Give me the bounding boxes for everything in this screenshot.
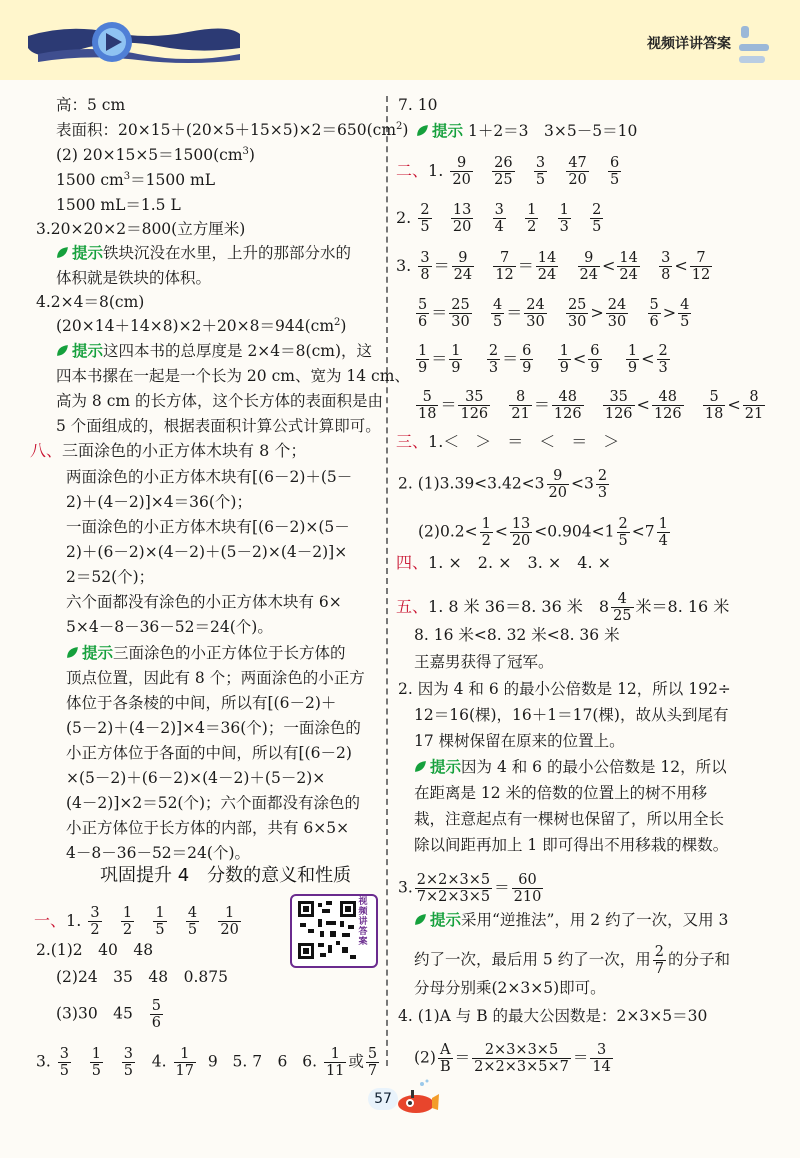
fraction: $\frac{6}{9}$ [522, 343, 532, 376]
fraction: $\frac{1}{9}$ [418, 343, 428, 376]
fraction: $\frac{13}{20}$ [511, 516, 531, 549]
right-fraction-row: 2. $\frac{2}{5}$ $\frac{13}{20}$ $\frac{3}{4}$ $\frac{1}{2}$ $\frac{1}{3}$ $\frac{2}{5}$ [396, 202, 602, 235]
right-fraction-row: $\frac{5}{6}$ ＝ $\frac{25}{30}$ $\frac{4}{5}$ ＝ $\frac{24}{30}$ $\frac{25}{30}$ > $\frac{24}{30}$ $\frac{5}{6}$ > $\frac{4}{5}$ [418, 297, 690, 330]
fraction: $\frac{6}{9}$ [590, 343, 600, 376]
fraction: $\frac{1}{5}$ [91, 1046, 101, 1079]
tip-line: 提示三面涂色的小正方体位于长方体的 [66, 643, 346, 663]
right-line: 三、1.＜ ＞ ＝ ＜ ＝ ＞ [396, 432, 620, 451]
left-fraction-row: (3)30 45 $\frac{5}{6}$ [56, 998, 161, 1031]
left-line: (2) $20\times 15\times 5=1500(cm^3)$ [56, 145, 255, 164]
fraction: $\frac{9}{24}$ [579, 250, 598, 283]
left-line: 2)＋(4－2)]×4＝36(个)； [66, 493, 252, 511]
corner-decoration-icon [735, 22, 775, 72]
fraction: $\frac{1}{2}$ [527, 202, 537, 235]
right-line: 8. 16 米<8. 32 米<8. 36 米 [414, 626, 620, 644]
left-line: 体积就是铁块的体积。 [56, 269, 212, 287]
fraction: $\frac{5}{6}$ [649, 297, 659, 330]
section-title: 巩固提升 4 分数的意义和性质 [100, 865, 352, 886]
fraction: $\frac{9}{24}$ [453, 250, 473, 283]
left-line: 1500 mL＝1.5 L [56, 196, 181, 214]
left-line: 5×4－8－36－52＝24(个)。 [66, 618, 273, 636]
fraction: $\frac{3}{5}$ [535, 155, 546, 188]
fraction: $\frac{5}{6}$ [418, 297, 428, 330]
fraction: $\frac{1}{17}$ [175, 1046, 194, 1079]
fraction: $\frac{2}{5}$ [420, 202, 430, 235]
fraction: $\frac{1}{9}$ [627, 343, 638, 376]
right-line: 四、1. × 2. × 3. × 4. × [396, 553, 612, 572]
submarine-mascot-icon [392, 1078, 440, 1118]
left-line: (2)24 35 48 0.875 [56, 968, 228, 986]
fraction: $\frac{2}{7}$ [654, 944, 664, 977]
left-line: 小正方体位于长方体的内部，共有 6×5× [66, 819, 350, 837]
left-line: 两面涂色的小正方体木块有[(6－2)＋(5－ [66, 468, 353, 486]
fraction: $\frac{1}{11}$ [325, 1046, 345, 1079]
right-line: 除以间距再加上 1 即可得出不用移栽的棵数。 [414, 836, 729, 854]
fraction: $\frac{2}{5}$ [592, 202, 602, 235]
fraction: $\frac{1}{20}$ [220, 905, 239, 938]
left-fraction-row: 一、1. $\frac{3}{2}$ $\frac{1}{2}$ $\frac{1}{5}$ $\frac{4}{5}$ $\frac{1}{20}$ [34, 905, 239, 938]
left-line: 高：5 cm [56, 96, 126, 114]
fraction: $\frac{1}{4}$ [658, 516, 668, 549]
fraction: $\frac{1}{9}$ [559, 343, 569, 376]
tip-line: 提示 1＋2＝3 3×5－5＝10 [416, 121, 637, 141]
fraction: $\frac{14}{24}$ [619, 250, 638, 283]
right-line: 王嘉男获得了冠军。 [414, 653, 554, 671]
left-line: 一面涂色的小正方体木块有[(6－2)×(5－ [66, 518, 350, 536]
right-line: 分母分别乘(2×3×5)即可。 [414, 979, 606, 997]
fraction: $\frac{26}{25}$ [494, 155, 513, 188]
tip-line: 提示这四本书的总厚度是 2×4＝8(cm)，这 [56, 341, 372, 361]
right-line: 4. (1)A 与 B 的最大公因数是：2×3×5＝30 [398, 1007, 708, 1025]
fraction: $\frac{3}{14}$ [592, 1042, 611, 1075]
fraction: $\frac{13}{20}$ [452, 202, 472, 235]
left-line: ×(5－2)＋(6－2)×(4－2)＋(5－2)× [66, 769, 326, 787]
fraction: $\frac{9}{20}$ [548, 468, 567, 501]
fraction: $\frac{24}{30}$ [526, 297, 545, 330]
fraction: $\frac{8}{21}$ [744, 389, 764, 422]
fraction: $\frac{14}{24}$ [537, 250, 557, 283]
fraction: $\frac{1}{2}$ [122, 905, 133, 938]
fraction: $\frac{3}{5}$ [123, 1046, 133, 1079]
right-fraction-row: 约了一次，最后用 5 约了一次，用 $\frac{2}{7}$ 的分子和 [414, 944, 730, 977]
left-line: 3.20×20×2＝800(立方厘米) [36, 220, 246, 238]
right-fraction-row: (2) $\frac{A}{B}$ ＝ $\frac{2\times 3\times 3\times 5}{2\times 2\times 3\times 5\times 7}$ ＝ $\frac{3}{14}$ [414, 1042, 611, 1075]
fraction: $\frac{5}{6}$ [151, 998, 161, 1031]
left-line: 顶点位置，因此有 8 个；两面涂色的小正方 [66, 669, 365, 687]
fraction: $\frac{47}{20}$ [568, 155, 587, 188]
left-line: 2＝52(个)； [66, 568, 155, 586]
tip-line: 提示采用“逆推法”，用 2 约了一次，又用 3 [414, 910, 728, 930]
right-fraction-row: $\frac{1}{9}$ ＝ $\frac{1}{9}$ $\frac{2}{3}$ ＝ $\frac{6}{9}$ $\frac{1}{9}$ < $\frac{6}{9}$ $\frac{1}{9}$ < $\frac{2}{3}$ [418, 343, 668, 376]
left-line: 四本书摞在一起是一个长为 20 cm、宽为 14 cm、 [56, 367, 410, 385]
fraction: $\frac{7}{12}$ [495, 250, 514, 283]
fraction: $\frac{4}{5}$ [492, 297, 503, 330]
left-fraction-row: 3. $\frac{3}{5}$ $\frac{1}{5}$ $\frac{3}{5}$ 4. $\frac{1}{17}$ 9 5. 7 6 6. $\frac{1}{11}$ 或 $\frac{5}{7}$ [36, 1046, 378, 1079]
fraction: $\frac{1}{2}$ [481, 516, 491, 549]
column-divider [386, 96, 388, 1066]
fraction: $\frac{1}{3}$ [559, 202, 569, 235]
fraction: $\frac{4}{25}$ [613, 591, 632, 624]
fraction: $\frac{5}{7}$ [367, 1046, 378, 1079]
fraction: $\frac{25}{30}$ [567, 297, 587, 330]
fraction: $\frac{1}{5}$ [155, 905, 165, 938]
tip-line: 提示铁块沉没在水里，上升的那部分水的 [56, 243, 351, 263]
fraction: $\frac{25}{30}$ [451, 297, 470, 330]
right-fraction-row: 3. $\frac{2\times 2\times 3\times 5}{7\times 2\times 3\times 5}$ ＝ $\frac{60}{210}$ [398, 872, 542, 905]
fraction: $\frac{2}{5}$ [618, 516, 628, 549]
left-line: 六个面都没有涂色的小正方体木块有 6× [66, 593, 342, 611]
fraction: $\frac{6}{5}$ [610, 155, 620, 188]
fraction: $\frac{4}{5}$ [680, 297, 690, 330]
fraction: $\frac{3}{5}$ [59, 1046, 69, 1079]
left-line: 2.(1)2 40 48 [36, 941, 154, 959]
right-fraction-row: 2. (1)3.39<3.42<3 $\frac{9}{20}$ <3 $\frac{2}{3}$ [398, 468, 608, 501]
right-line: 7. 10 [398, 96, 438, 114]
right-fraction-row: 3. $\frac{3}{8}$ ＝ $\frac{9}{24}$ $\frac{7}{12}$ ＝ $\frac{14}{24}$ $\frac{9}{24}$ < $\frac{14}{24}$ $\frac{3}{8}$ < $\frac{7}{12}$ [396, 250, 711, 283]
right-fraction-row: (2)0.2< $\frac{1}{2}$ < $\frac{13}{20}$ <0.904<1 $\frac{2}{5}$ <7 $\frac{1}{4}$ [418, 516, 668, 549]
tip-leaf-icon [414, 760, 427, 773]
right-fraction-row: 二、1. $\frac{9}{20}$ $\frac{26}{25}$ $\frac{3}{5}$ $\frac{47}{20}$ $\frac{6}{5}$ [396, 155, 620, 188]
left-line: 2)＋(6－2)×(4－2)＋(5－2)×(4－2)]× [66, 543, 348, 561]
fraction: $\frac{3}{8}$ [420, 250, 430, 283]
fraction: $\frac{48}{126}$ [553, 389, 582, 422]
fraction: $\frac{5}{18}$ [704, 389, 724, 422]
left-line: 5 个面组成的，根据表面积计算公式计算即可。 [56, 417, 381, 435]
qr-code-icon [296, 899, 358, 961]
tip-leaf-icon [56, 246, 69, 259]
tip-leaf-icon [66, 646, 79, 659]
fraction: $\frac{2}{3}$ [488, 343, 499, 376]
left-line: 八、三面涂色的小正方体木块有 8 个； [30, 441, 307, 460]
tip-line: 提示因为 4 和 6 的最小公倍数是 12，所以 [414, 757, 727, 777]
fraction: $\frac{4}{5}$ [187, 905, 198, 938]
fraction: $\frac{2\times 3\times 3\times 5}{2\times 2\times 3\times 5\times 7}$ [474, 1042, 569, 1075]
fraction: $\frac{9}{20}$ [452, 155, 471, 188]
left-line: 1500 $cm^3=1500$ mL [56, 170, 216, 189]
qr-side-label: 视频讲答案 [358, 897, 368, 947]
header-label: 视频详讲答案 [647, 36, 731, 52]
fraction: $\frac{48}{126}$ [653, 389, 682, 422]
fraction: $\frac{3}{2}$ [90, 905, 100, 938]
fraction: $\frac{3}{8}$ [661, 250, 671, 283]
left-line: 4.2×4＝8(cm) [36, 293, 145, 311]
fraction: $\frac{2}{3}$ [597, 468, 608, 501]
fraction: $\frac{A}{B}$ [439, 1042, 451, 1075]
left-line: (4－2)]×2＝52(个)；六个面都没有涂色的 [66, 794, 361, 812]
fraction: $\frac{8}{21}$ [511, 389, 530, 422]
page-number: 57 [368, 1088, 398, 1110]
right-line: 12＝16(棵)，16＋1＝17(棵)，故从头到尾有 [414, 706, 729, 724]
fraction: $\frac{3}{4}$ [494, 202, 504, 235]
fraction: $\frac{2\times 2\times 3\times 5}{7\times 2\times 3\times 5}$ [416, 872, 491, 905]
left-line: 表面积：$20\times 15+(20\times 5+15\times 5)\times 2=650(cm^2)$ [56, 120, 409, 139]
right-line: 17 棵树保留在原来的位置上。 [414, 732, 625, 750]
left-line: (5－2)＋(4－2)]×4＝36(个)；一面涂色的 [66, 719, 361, 737]
right-fraction-row: 五、1. 8 米 36＝8. 36 米 8 $\frac{4}{25}$ 米＝8. 16 米 [396, 591, 730, 624]
tip-leaf-icon [416, 124, 429, 137]
right-line: 在距离是 12 米的倍数的位置上的树不用移 [414, 784, 708, 802]
fraction: $\frac{60}{210}$ [513, 872, 542, 905]
tip-leaf-icon [56, 344, 69, 357]
right-line: 栽，注意起点有一棵树也保留了，所以用全长 [414, 810, 725, 828]
fraction: $\frac{35}{126}$ [460, 389, 489, 422]
left-line: $(20\times 14+14\times 8)\times 2+20\times 8=944(cm^2)$ [56, 316, 347, 335]
fraction: $\frac{2}{3}$ [658, 343, 668, 376]
fraction: $\frac{5}{18}$ [418, 389, 437, 422]
right-line: 2. 因为 4 和 6 的最小公倍数是 12，所以 192÷ [398, 680, 731, 698]
tip-leaf-icon [414, 913, 427, 926]
left-line: 小正方体位于各面的中间，所以有[(6－2) [66, 744, 352, 762]
left-line: 4－8－36－52＝24(个)。 [66, 844, 250, 862]
right-fraction-row: $\frac{5}{18}$ ＝ $\frac{35}{126}$ $\frac{8}{21}$ ＝ $\frac{48}{126}$ $\frac{35}{126}$ < $\frac{48}{126}$ $\frac{5}{18}$ < $\frac{8}{21}$ [418, 389, 764, 422]
fraction: $\frac{35}{126}$ [604, 389, 633, 422]
fraction: $\frac{24}{30}$ [607, 297, 627, 330]
fraction: $\frac{7}{12}$ [691, 250, 711, 283]
left-line: 高为 8 cm 的长方体，这个长方体的表面积是由 [56, 392, 384, 410]
video-banner-icon [28, 14, 240, 70]
left-line: 体位于各条棱的中间，所以有[(6－2)＋ [66, 694, 337, 712]
fraction: $\frac{1}{9}$ [451, 343, 461, 376]
